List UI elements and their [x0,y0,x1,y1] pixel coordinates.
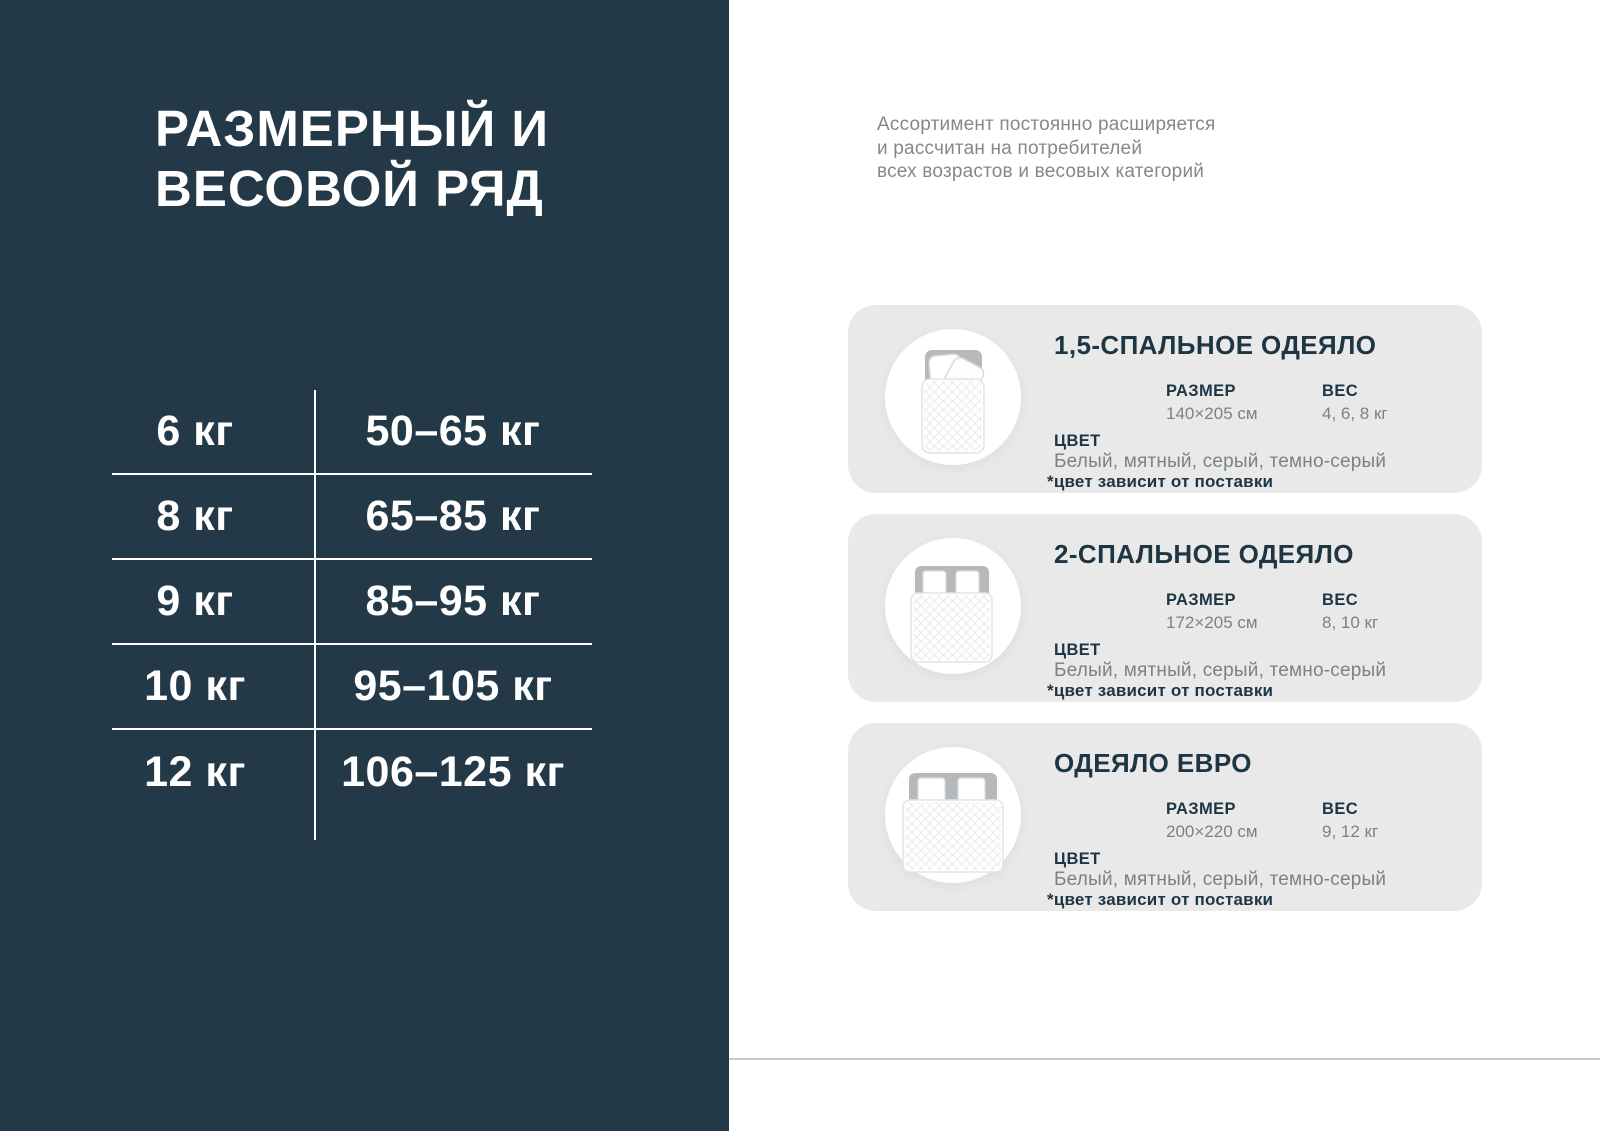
table-row [112,560,592,645]
table-row [112,645,592,730]
card-title: ОДЕЯЛО ЕВРО [1054,748,1252,778]
color-value: Белый, мятный, серый, темно-серый [1054,869,1387,890]
product-card-double [848,514,1482,702]
weight-value: 9, 12 кг [1322,822,1379,841]
intro-line3: всех возрастов и весовых категорий [877,161,1205,182]
table-row [112,475,592,560]
product-card-euro [848,723,1482,911]
weight-cell: 9 кг [156,577,234,625]
left-panel [0,0,729,1131]
range-cell: 65–85 кг [365,492,541,540]
color-note: *цвет зависит от поставки [1047,890,1274,909]
page-title-line1: РАЗМЕРНЫЙ И [155,100,550,157]
color-label: ЦВЕТ [1054,850,1101,868]
size-value: 140×205 см [1166,404,1258,423]
weight-spec [1322,381,1388,425]
range-cell: 50–65 кг [365,407,541,455]
size-label: РАЗМЕР [1166,800,1236,818]
size-spec [1166,590,1258,634]
table-row [112,730,592,815]
page-title-line2: ВЕСОВОЙ РЯД [155,160,544,217]
weight-label: ВЕС [1322,382,1359,400]
size-value: 200×220 см [1166,822,1258,841]
color-label: ЦВЕТ [1054,432,1101,450]
intro-line2: и рассчитан на потребителей [877,137,1143,159]
range-cell: 106–125 кг [341,748,565,796]
range-cell: 85–95 кг [365,577,541,625]
product-card-single [848,305,1482,493]
right-panel [729,0,1600,1131]
weight-cell: 8 кг [156,492,234,540]
weight-value: 8, 10 кг [1322,613,1379,632]
weight-cell: 6 кг [156,407,234,455]
weight-label: ВЕС [1322,591,1359,609]
color-value: Белый, мятный, серый, темно-серый [1054,660,1387,681]
weight-spec [1322,799,1378,843]
size-value: 172×205 см [1166,613,1258,632]
intro-text [877,113,1216,184]
bottom-divider [729,1058,1600,1060]
weight-label: ВЕС [1322,800,1359,818]
single-bed-icon [885,329,1021,465]
color-value: Белый, мятный, серый, темно-серый [1054,451,1387,472]
weight-cell: 10 кг [144,662,246,710]
size-spec [1166,381,1258,425]
intro-line1: Ассортимент постоянно расширяется [877,114,1216,135]
table-vertical-divider [314,390,316,840]
card-title: 1,5-СПАЛЬНОЕ ОДЕЯЛО [1054,330,1377,360]
table-row [112,390,592,475]
size-label: РАЗМЕР [1166,382,1236,400]
size-spec [1166,799,1258,843]
weight-cell: 12 кг [144,748,246,796]
color-note: *цвет зависит от поставки [1047,472,1274,491]
euro-bed-icon [885,747,1021,883]
size-label: РАЗМЕР [1166,591,1236,609]
color-note: *цвет зависит от поставки [1047,681,1274,700]
color-label: ЦВЕТ [1054,641,1101,659]
weight-value: 4, 6, 8 кг [1322,404,1388,423]
weight-table [112,390,592,815]
range-cell: 95–105 кг [353,662,553,710]
card-title: 2-СПАЛЬНОЕ ОДЕЯЛО [1054,539,1354,569]
page-title [155,99,675,219]
double-bed-icon [885,538,1021,674]
weight-spec [1322,590,1378,634]
